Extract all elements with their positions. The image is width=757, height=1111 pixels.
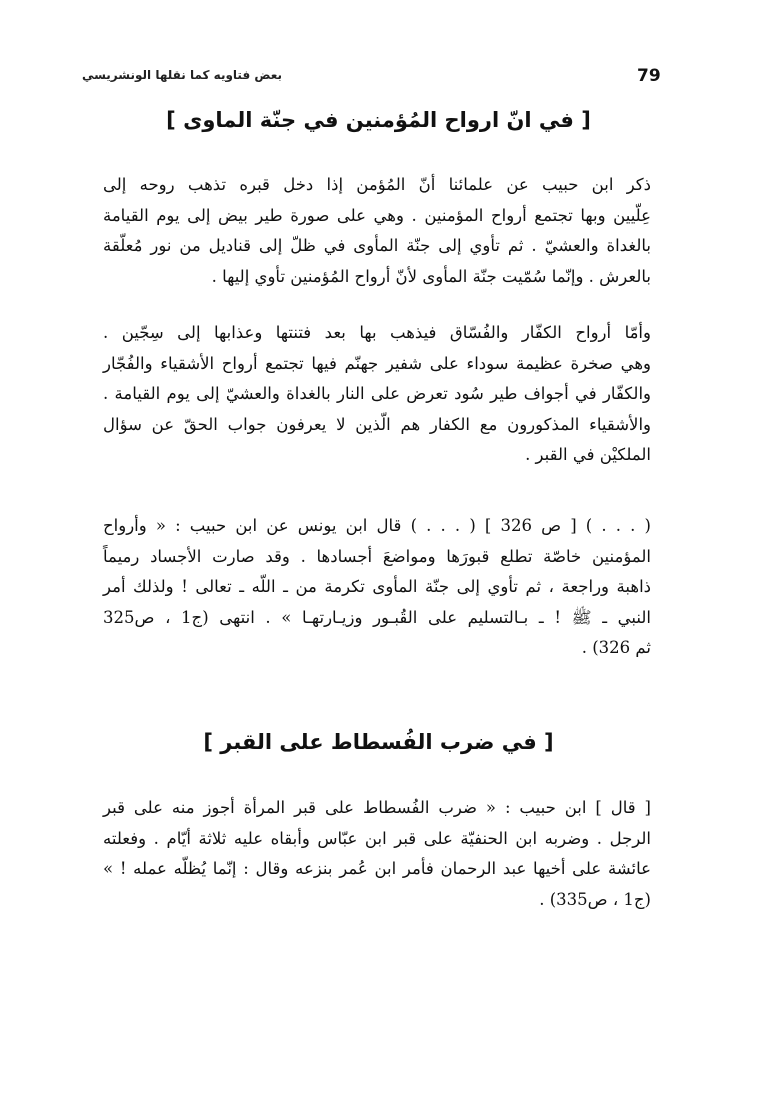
- text-line: وأمّا أرواح الكفّار والفُسّاق فيذهب بها بعد فتنتها وعذابها إلى سِجّين .: [103, 323, 651, 342]
- page-number: 79: [637, 66, 661, 86]
- section-heading-souls-of-believers: [ في انّ ارواح المُؤمنين في جنّة الماوى ]: [166, 108, 591, 132]
- text-line: عِلّيين وبها تجتمع أرواح المؤمنين . وهي على صورة طير بيض إلى يوم القيامة: [103, 205, 651, 225]
- text-line: ( . . . ) [ ص 326 ] ( . . . ) قال ابن يونس عن ابن حبيب : « وأرواح: [103, 516, 651, 535]
- text-line: وهي صخرة عظيمة سوداء على شفير جهنّم فيها تجتمع أرواح الأشقياء والفُجّار: [103, 353, 651, 373]
- running-title: بعض فتاويه كما نقلها الونشريسي: [81, 68, 282, 82]
- text-line: ذكر ابن حبيب عن علمائنا أنّ المُؤمن إذا دخل قبره تذهب روحه إلى: [103, 175, 651, 194]
- paragraph-souls-of-disbelievers: [103, 318, 651, 471]
- section-heading-tent-on-grave: [ في ضرب الفُسطاط على القبر ]: [203, 730, 554, 754]
- text-line: النبي ـ ﷺ ! ـ بـالتسليم على القُبـور وزيـارتهـا » . انتهى (ج1 ، ص325: [103, 607, 651, 627]
- paragraph-ibn-yunus-quote: [103, 511, 651, 664]
- text-line: ثم 326) .: [581, 638, 651, 657]
- text-line: الرجل . وضربه ابن الحنفيّة على قبر ابن عبّاس وأبقاه عليه ثلاثة أيّام . وفعلته: [103, 828, 651, 848]
- text-line: عائشة على أخيها عبد الرحمان فأمر ابن عُمر بنزعه وقال : إنّما يُظلّه عمله ! »: [103, 859, 651, 878]
- paragraph-ibn-habib-believers: [103, 170, 651, 292]
- paragraph-tent-on-grave: [103, 793, 651, 915]
- text-line: والكفّار في أجواف طير سُود تعرض على النار بالغداة والعشيّ إلى يوم القيامة .: [103, 384, 651, 403]
- text-line: بالعرش . وإنّما سُمّيت جنّة المأوى لأنّ أرواح المُؤمنين تأوي إليها .: [211, 266, 651, 286]
- text-line: ذاهبة وراجعة ، ثم تأوي إلى جنّة المأوى تكرمة من ـ اللّه ـ تعالى ! ولذلك أمر: [103, 577, 651, 596]
- text-line: [ قال ] ابن حبيب : « ضرب الفُسطاط على قبر المرأة أجوز منه على قبر: [103, 798, 651, 817]
- text-line: (ج1 ، ص335) .: [539, 889, 651, 909]
- text-line: المؤمنين خاصّة تطلع قبورَها ومواضعَ أجسادها . وقد صارت الأجساد رميماً: [103, 546, 651, 566]
- text-line: والأشقياء المذكورون مع الكفار هم الّذين لا يعرفون جواب الحقّ عن سؤال: [103, 414, 651, 434]
- text-line: الملكيْن في القبر .: [525, 445, 651, 464]
- text-line: بالغداة والعشيّ . ثم تأوي إلى جنّة المأوى في ظلّ إلى قناديل من نور مُعلّقة: [103, 236, 651, 255]
